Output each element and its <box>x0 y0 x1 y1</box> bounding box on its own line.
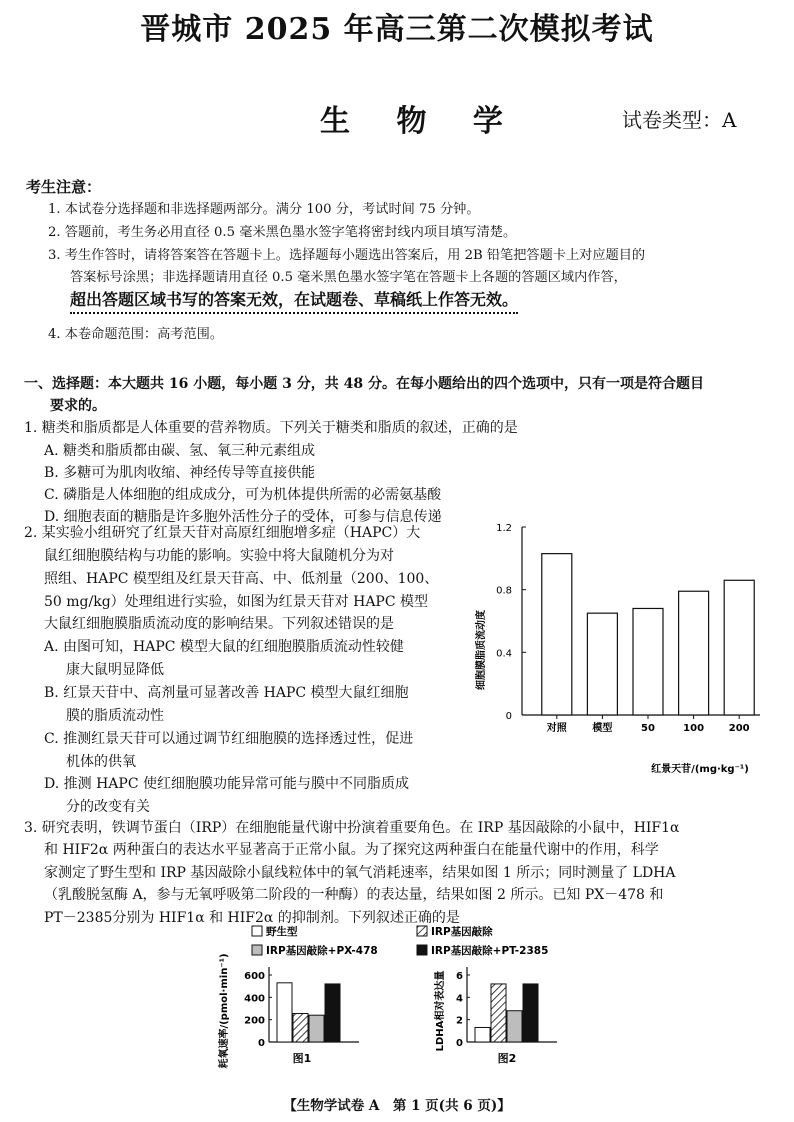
section-heading-cont: 要求的。 <box>50 398 106 414</box>
q1-stem: 1. 糖类和脂质都是人体重要的营养物质。下列关于糖类和脂质的叙述，正确的是 <box>24 420 518 436</box>
q2-option-a-cont: 康大鼠明显降低 <box>66 662 164 678</box>
q2-chart-bar <box>633 608 663 715</box>
legend-knockout: IRP基因敲除 <box>431 926 493 938</box>
notice-item-4: 4. 本卷命题范围：高考范围。 <box>48 327 224 342</box>
q2-chart-ytick-label: 1.2 <box>496 523 512 534</box>
fig2-bar <box>523 984 538 1042</box>
fig2-bar <box>475 1027 490 1042</box>
fig2-bar <box>507 1011 522 1042</box>
q3-stem-1: 3. 研究表明，铁调节蛋白（IRP）在细胞能量代谢中扮演着重要角色。在 IRP 基因敲除的小鼠中，HIF1α <box>24 820 680 836</box>
subject-title: 生 物 学 <box>320 104 521 139</box>
notice-item-3-cont: 答案标号涂黑；非选择题请用直径 0.5 毫米黑色墨水签字笔在答题卡上各题的答题区域内作答， <box>70 270 627 285</box>
fig1-ytick-label: 400 <box>244 993 265 1005</box>
fig2-ytick-label: 0 <box>456 1038 463 1049</box>
notice-item-2: 2. 答题前，考生务必用直径 0.5 毫米黑色墨水签字笔将密封线内项目填写清楚。 <box>48 225 517 240</box>
q1-option-d: D. 细胞表面的糖脂是许多胞外活性分子的受体，可参与信息传递 <box>44 509 442 525</box>
q3-stem-5: PT－2385分别为 HIF1α 和 HIF2α 的抑制剂。下列叙述正确的是 <box>44 910 460 926</box>
q2-chart-ytick-label: 0.8 <box>496 585 512 597</box>
fig2-ylabel: LDHA相对表达量 <box>435 970 446 1052</box>
section-heading: 一、选择题：本大题共 16 小题，每小题 3 分，共 48 分。在每小题给出的四个选项中，只有一项是符合题目 <box>24 376 704 392</box>
q3-stem-3: 家测定了野生型和 IRP 基因敲除小鼠线粒体中的氧气消耗速率，结果如图 1 所示；同时测量了 LDHA <box>44 865 676 881</box>
paper-type: 试卷类型：A <box>622 108 737 132</box>
q3-stem-2: 和 HIF2α 两种蛋白的表达水平显著高于正常小鼠。为了探究这两种蛋白在能量代谢中的作用，科学 <box>44 842 659 858</box>
exam-title: 晋城市 2025 年高三第二次模拟考试 <box>140 12 654 47</box>
q2-chart-ylabel: 细胞膜脂质流动度 <box>476 610 487 690</box>
fig1-bar <box>325 984 340 1042</box>
q2-stem-1: 2. 某实验小组研究了红景天苷对高原红细胞增多症（HAPC）大 <box>24 525 421 541</box>
q2-chart-bar <box>587 613 617 715</box>
q2-bar-chart <box>470 515 770 780</box>
q2-stem-5: 大鼠红细胞膜脂质流动度的影响结果。下列叙述错误的是 <box>44 616 394 632</box>
page-footer: 【生物学试卷 A 第 1 页(共 6 页)】 <box>283 1098 511 1114</box>
q2-option-d-cont: 分的改变有关 <box>66 799 150 815</box>
q2-stem-4: 50 mg/kg）处理组进行实验，如图为红景天苷对 HAPC 模型 <box>44 594 429 610</box>
q2-option-a: A. 由图可知，HAPC 模型大鼠的红细胞膜脂质流动性较健 <box>44 639 404 655</box>
q3-stem-4: （乳酸脱氢酶 A，参与无氧呼吸第二阶段的一种酶）的表达量，结果如图 2 所示。已知 PX－478 和 <box>44 887 664 903</box>
legend-wildtype: 野生型 <box>266 926 298 938</box>
q2-option-c-cont: 机体的供氧 <box>66 754 136 770</box>
q2-stem-3: 照组、HAPC 模型组及红景天苷高、中、低剂量（200、100、 <box>44 571 439 587</box>
fig2-ytick-label: 6 <box>456 971 463 982</box>
q2-chart-bar <box>724 580 754 715</box>
q2-chart-xlabel: 红景天苷/(mg·kg⁻¹) <box>651 764 749 775</box>
fig1-bar <box>309 1015 324 1042</box>
legend-pt2385: IRP基因敲除+PT-2385 <box>431 945 549 957</box>
fig1-ylabel: 耗氧速率/(pmol·min⁻¹) <box>219 953 230 1069</box>
q2-chart-axes <box>496 523 760 734</box>
q2-chart-bar <box>542 554 572 715</box>
q2-option-b-cont: 膜的脂质流动性 <box>66 708 164 724</box>
q1-option-a: A. 糖类和脂质都由碳、氢、氧三种元素组成 <box>44 443 316 459</box>
fig1-ytick-label: 0 <box>258 1038 265 1049</box>
fig1-bar <box>293 1014 308 1042</box>
notice-heading: 考生注意： <box>26 178 102 196</box>
notice-item-1: 1. 本试卷分选择题和非选择题两部分。满分 100 分，考试时间 75 分钟。 <box>48 202 480 217</box>
q2-option-b: B. 红景天苷中、高剂量可显著改善 HAPC 模型大鼠红细胞 <box>44 685 409 701</box>
fig2-caption: 图2 <box>497 1052 517 1065</box>
legend-swatch-wildtype <box>252 926 262 936</box>
q2-chart-xtick-label: 对照 <box>546 723 567 734</box>
fig2-bar <box>491 984 506 1042</box>
notice-item-3: 3. 考生作答时，请将答案答在答题卡上。选择题每小题选出答案后，用 2B 铅笔把答题卡上对应题目的 <box>48 248 646 263</box>
q1-option-b: B. 多糖可为肌肉收缩、神经传导等直接供能 <box>44 465 316 481</box>
q3-figures <box>205 920 605 1070</box>
q1-option-c: C. 磷脂是人体细胞的组成成分，可为机体提供所需的必需氨基酸 <box>44 487 442 503</box>
q2-chart-bar <box>679 591 709 715</box>
fig1-ytick-label: 200 <box>244 1015 265 1027</box>
q2-chart-ytick-label: 0 <box>505 711 512 722</box>
legend-px478: IRP基因敲除+PX-478 <box>266 945 378 957</box>
q2-chart-xtick-label: 模型 <box>592 723 613 734</box>
fig1-ytick-label: 600 <box>244 971 265 982</box>
q2-option-d: D. 推测 HAPC 使红细胞膜功能异常可能与膜中不同脂质成 <box>44 776 409 792</box>
fig1-bar <box>277 983 292 1042</box>
legend-swatch-px478 <box>252 945 262 955</box>
fig2-ytick-label: 4 <box>456 993 463 1005</box>
q2-chart-xtick-label: 50 <box>641 723 655 734</box>
q2-stem-2: 鼠红细胞膜结构与功能的影响。实验中将大鼠随机分为对 <box>44 548 394 564</box>
fig2-ytick-label: 2 <box>456 1015 463 1027</box>
q2-option-c: C. 推测红景天苷可以通过调节红细胞膜的选择透过性，促进 <box>44 731 414 747</box>
fig1-caption: 图1 <box>292 1052 312 1065</box>
legend-swatch-knockout <box>417 926 427 936</box>
legend-swatch-pt2385 <box>417 945 427 955</box>
q2-chart-xtick-label: 200 <box>728 723 750 734</box>
q2-chart-ytick-label: 0.4 <box>496 648 512 660</box>
notice-item-3-emphasis: 超出答题区域书写的答案无效，在试题卷、草稿纸上作答无效。 <box>70 290 518 314</box>
q2-chart-xtick-label: 100 <box>683 723 705 734</box>
